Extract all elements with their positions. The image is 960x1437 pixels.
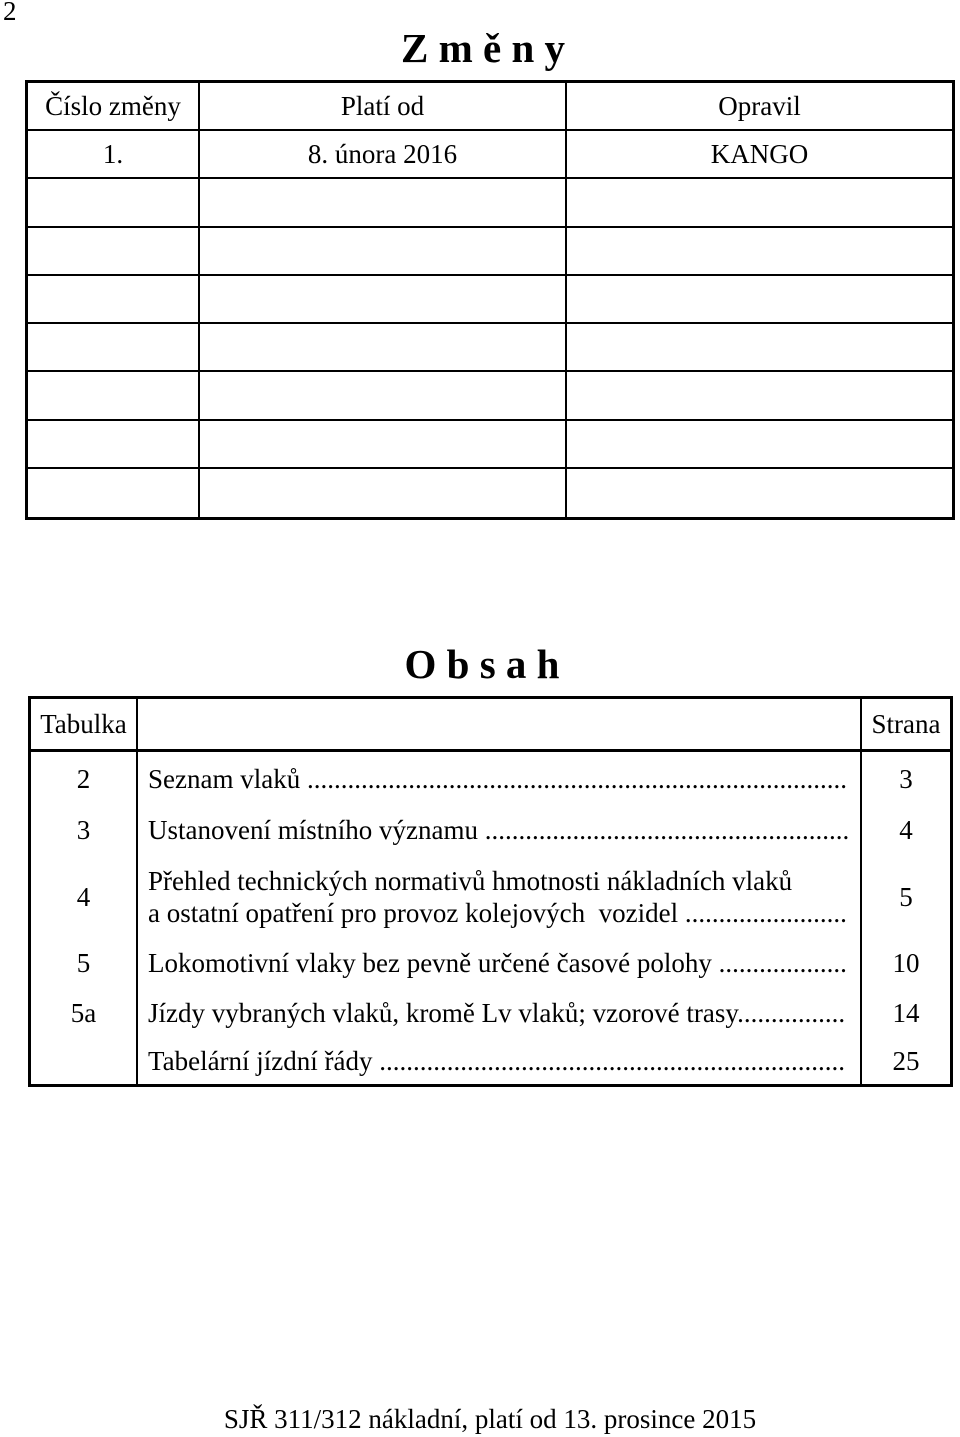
footer: SJŘ 311/312 nákladní, platí od 13. prosince 2015 xyxy=(223,1404,757,1434)
title-cell xyxy=(138,988,862,1038)
title-line: Jízdy vybraných vlaků, kromě Lv vlaků; vzorové trasy................ xyxy=(148,998,846,1028)
title-cell xyxy=(138,855,862,938)
empty-cell xyxy=(200,372,567,420)
change-number-cell: 1. xyxy=(28,131,200,179)
empty-cell xyxy=(567,372,952,420)
empty-cell xyxy=(567,228,952,276)
page-cell: 25 xyxy=(892,1046,920,1076)
empty-cell xyxy=(200,469,567,517)
title-line: Seznam vlaků ................................................................................ xyxy=(148,763,847,794)
title-cell xyxy=(138,1038,862,1084)
page-cell: 14 xyxy=(892,998,920,1028)
empty-cell xyxy=(567,421,952,469)
title-cell xyxy=(138,752,862,805)
title-line: Ustanovení místního významu ...................................................... xyxy=(148,815,850,845)
empty-cell xyxy=(567,469,952,517)
empty-cell xyxy=(28,179,200,227)
empty-cell xyxy=(567,324,952,372)
changes-title: Z m ě n y xyxy=(401,25,565,71)
empty-cell xyxy=(200,324,567,372)
header-corrected-by: Opravil xyxy=(567,83,952,131)
empty-cell xyxy=(28,372,200,420)
corrected-by-cell: KANGO xyxy=(567,131,952,179)
contents-table xyxy=(28,696,953,1087)
page-cell: 4 xyxy=(899,815,913,845)
header-table-column: Tabulka xyxy=(31,699,138,752)
page-cell: 5 xyxy=(899,881,913,912)
empty-cell xyxy=(28,469,200,517)
table-number-cell: 2 xyxy=(31,752,138,805)
title-line: Lokomotivní vlaky bez pevně určené časové polohy ................... xyxy=(148,948,847,978)
empty-cell xyxy=(200,228,567,276)
title-cell xyxy=(138,805,862,855)
empty-cell xyxy=(28,228,200,276)
page-number: 2 xyxy=(3,0,17,26)
empty-cell xyxy=(567,179,952,227)
contents-title: O b s a h xyxy=(404,641,560,687)
header-page-column: Strana xyxy=(862,699,950,752)
table-number-cell: 5 xyxy=(31,938,138,988)
empty-cell xyxy=(567,276,952,324)
valid-from-cell: 8. února 2016 xyxy=(200,131,567,179)
changes-table xyxy=(25,80,955,520)
header-title-column xyxy=(138,699,862,752)
empty-cell xyxy=(28,421,200,469)
table-number-cell: 4 xyxy=(31,855,138,938)
header-valid-from: Platí od xyxy=(200,83,567,131)
page-cell: 3 xyxy=(899,763,913,794)
table-number-cell: 5a xyxy=(31,988,138,1038)
title-line: Tabelární jízdní řády ..................................................................... xyxy=(148,1046,846,1076)
empty-cell xyxy=(200,179,567,227)
title-line: a ostatní opatření pro provoz kolejových vozidel ........................ xyxy=(148,897,847,928)
page-cell: 10 xyxy=(892,948,920,978)
empty-cell xyxy=(28,276,200,324)
empty-cell xyxy=(28,324,200,372)
table-number-cell: 3 xyxy=(31,805,138,855)
header-change-number: Číslo změny xyxy=(28,83,200,131)
empty-cell xyxy=(200,276,567,324)
title-line: Přehled technických normativů hmotnosti nákladních vlaků xyxy=(148,865,793,896)
table-number-cell xyxy=(31,1038,138,1084)
title-cell xyxy=(138,938,862,988)
empty-cell xyxy=(200,421,567,469)
